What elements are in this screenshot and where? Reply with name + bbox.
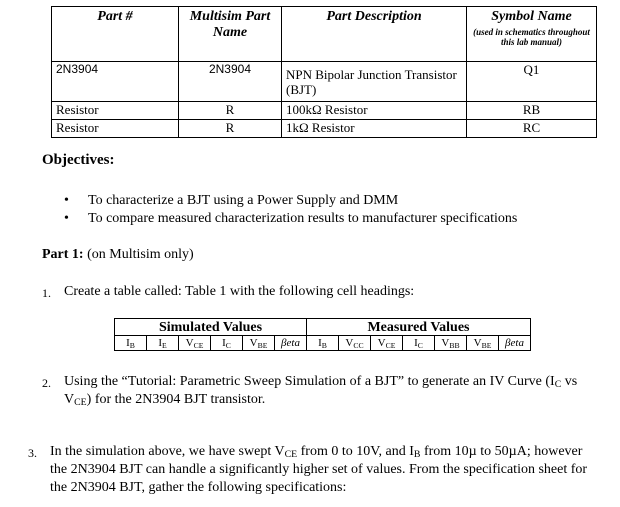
header-symbol-label: Symbol Name bbox=[491, 9, 572, 24]
cell-symbol: Q1 bbox=[467, 62, 597, 102]
header-multisim-name: Multisim Part Name bbox=[179, 7, 282, 62]
cell-symbol: RB bbox=[467, 102, 597, 120]
meas-cell-ib: $I_B$ bbox=[307, 336, 339, 351]
sim-cell-ie: $I_E$ bbox=[147, 336, 179, 351]
meas-cell-vcc: $V_{CC}$ bbox=[339, 336, 371, 351]
cell-part: 2N3904 bbox=[52, 62, 179, 102]
table-row bbox=[52, 120, 597, 138]
part1-heading bbox=[42, 246, 194, 264]
table-row bbox=[52, 62, 597, 102]
cell-multisim: R bbox=[179, 120, 282, 138]
parts-table-header bbox=[52, 7, 597, 62]
cell-description: 1kΩ Resistor bbox=[282, 120, 467, 138]
cell-multisim: 2N3904 bbox=[179, 62, 282, 102]
meas-cell-vce: $V_{CE}$ bbox=[371, 336, 403, 351]
header-description: Part Description bbox=[282, 7, 467, 62]
table1-cell-row bbox=[115, 336, 531, 351]
part1-subtitle: (on Multisim only) bbox=[87, 247, 194, 262]
step-number: 1. bbox=[42, 286, 51, 300]
step-text: Create a table called: Table 1 with the following cell headings: bbox=[64, 284, 415, 299]
cell-part: Resistor bbox=[52, 120, 179, 138]
step-text: In the simulation above, we have swept $V_{CE}$ from 0 to 10V, and $I_B$ from 10µ to 50µA; however the 2N3904 BJT can handle a significantly higher set of values. From the specification sheet for the 2N3904 BJT, gather the following specifications: bbox=[50, 444, 588, 495]
objective-bullet bbox=[64, 192, 399, 209]
objective-bullet bbox=[64, 210, 518, 227]
cell-description: 100kΩ Resistor bbox=[282, 102, 467, 120]
step-text: Using the “Tutorial: Parametric Sweep Simulation of a BJT” to generate an IV Curve ($I_C$ vs $V_{CE}$) for the 2N3904 BJT transistor. bbox=[64, 374, 578, 408]
step-number: 2. bbox=[42, 376, 51, 390]
header-symbol-name bbox=[467, 7, 597, 62]
sim-cell-vce: $V_{CE}$ bbox=[179, 336, 211, 351]
table-row bbox=[52, 102, 597, 120]
cell-part: Resistor bbox=[52, 102, 179, 120]
meas-cell-vbe: $V_{BE}$ bbox=[467, 336, 499, 351]
sim-cell-ib: $I_B$ bbox=[115, 336, 147, 351]
symbol-note: (used in schematics throughout this lab manual) bbox=[473, 27, 590, 47]
meas-cell-beta: βeta bbox=[499, 336, 531, 351]
sim-cell-ic: $I_C$ bbox=[211, 336, 243, 351]
measured-values-header: Measured Values bbox=[307, 319, 531, 336]
table1-group-row bbox=[115, 319, 531, 336]
parts-table bbox=[51, 6, 597, 138]
objective-text: To compare measured characterization results to manufacturer specifications bbox=[88, 211, 518, 226]
simulated-values-header: Simulated Values bbox=[115, 319, 307, 336]
part1-title: Part 1: bbox=[42, 247, 84, 262]
table1-headings bbox=[114, 318, 531, 351]
cell-description: NPN Bipolar Junction Transistor (BJT) bbox=[282, 62, 467, 102]
sim-cell-vbe: $V_{BE}$ bbox=[243, 336, 275, 351]
cell-symbol: RC bbox=[467, 120, 597, 138]
meas-cell-vbb: $V_{BB}$ bbox=[435, 336, 467, 351]
bullet-icon: • bbox=[64, 193, 69, 208]
meas-cell-ic: $I_C$ bbox=[403, 336, 435, 351]
step-number: 3. bbox=[28, 446, 37, 460]
bullet-icon: • bbox=[64, 211, 69, 226]
sim-cell-beta: βeta bbox=[275, 336, 307, 351]
objectives-heading: Objectives: bbox=[42, 152, 115, 168]
objective-text: To characterize a BJT using a Power Supply and DMM bbox=[88, 193, 399, 208]
header-part-number: Part # bbox=[52, 7, 179, 62]
cell-multisim: R bbox=[179, 102, 282, 120]
